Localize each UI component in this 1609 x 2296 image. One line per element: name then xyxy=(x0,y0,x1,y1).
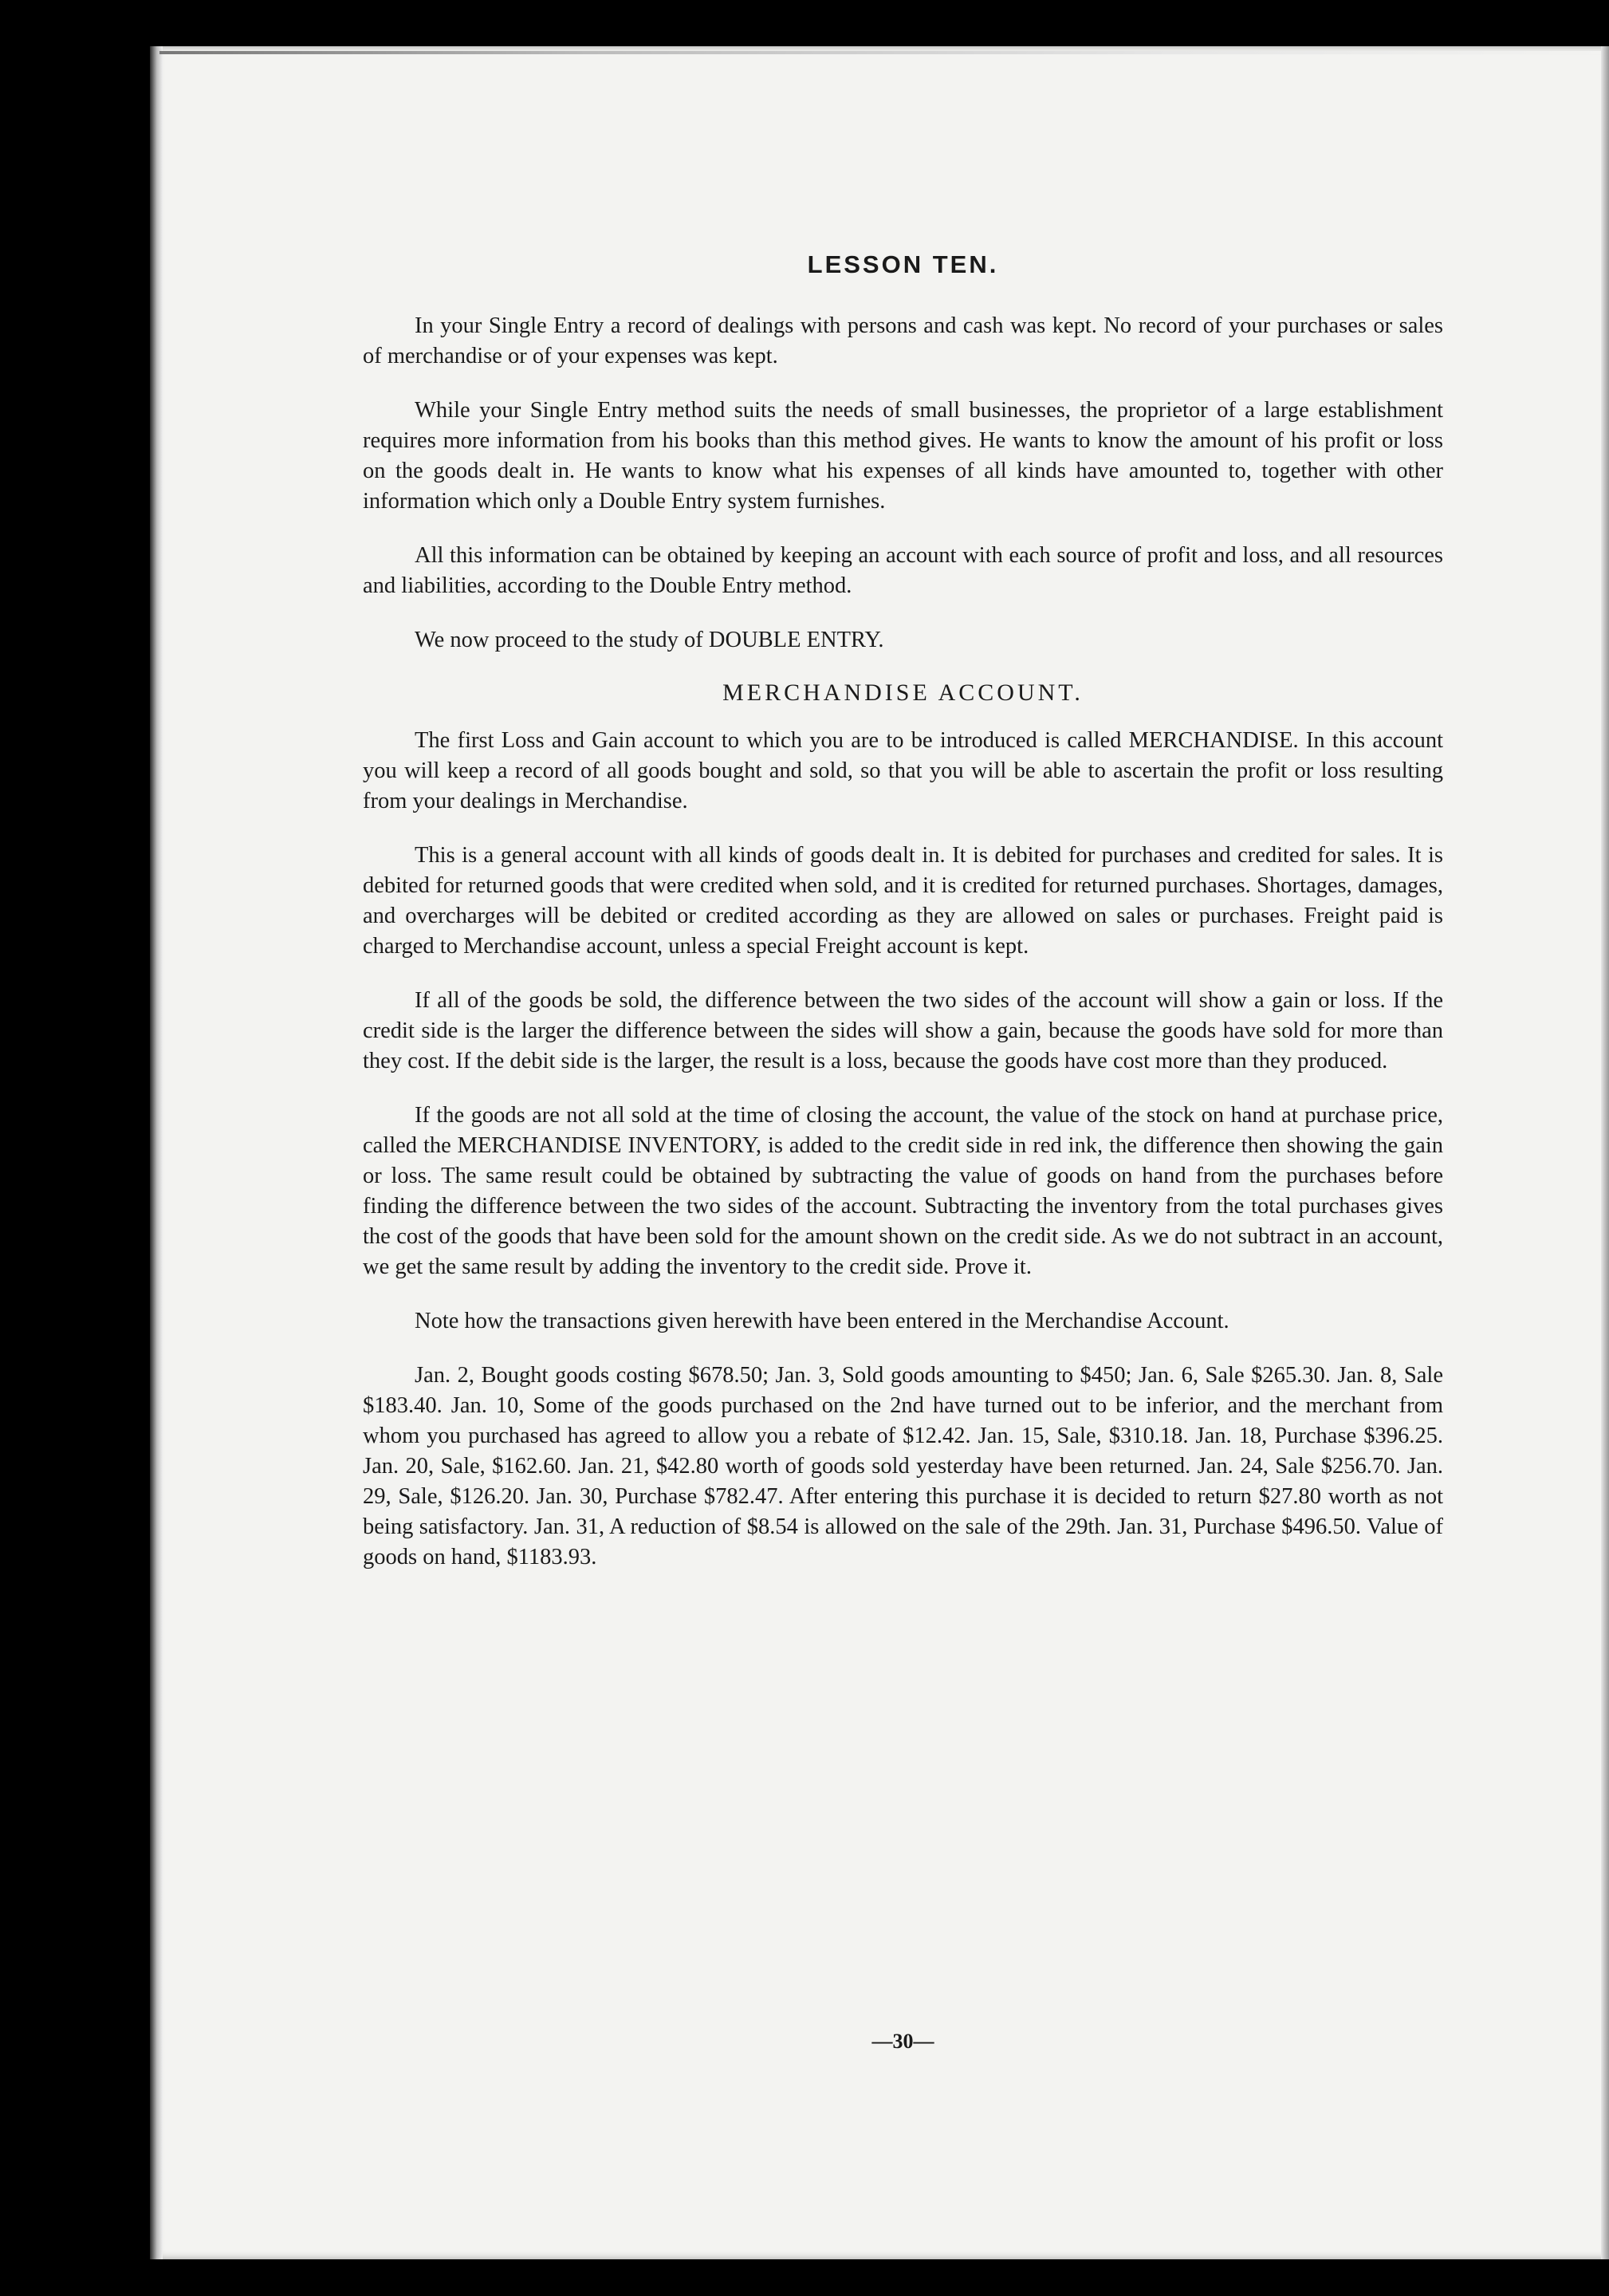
book-page xyxy=(150,46,1609,2259)
section-title: MERCHANDISE ACCOUNT. xyxy=(722,679,1084,706)
paragraph: This is a general account with all kinds of goods dealt in. It is debited for purchases and credited for sales. It is debited for returned goods that were credited when sold, and it is credited for returned purchases. Shortages, damages, and overcharges will be debited or credited according as they are allowed on sales or purchases. Freight paid is charged to Merchandise account, unless a special Freight account is kept. xyxy=(363,843,1443,959)
scan-background xyxy=(0,0,151,2296)
paragraph: Jan. 2, Bought goods costing $678.50; Jan. 3, Sold goods amounting to $450; Jan. 6, Sale $265.30. Jan. 8, Sale $183.40. Jan. 10, Some of the goods purchased on the 2nd have turned out to be inferior, and the merchant from whom you purchased has agreed to allow you a rebate of $12.42. Jan. 15, Sale, $310.18. Jan. 18, Purchase $396.25. Jan. 20, Sale, $162.60. Jan. 21, $42.80 worth of goods sold yesterday have been returned. Jan. 24, Sale $256.70. Jan. 29, Sale, $126.20. Jan. 30, Purchase $782.47. After entering this purchase it is decided to return $27.80 worth as not being satisfactory. Jan. 31, A reduction of $8.54 is allowed on the sale of the 29th. Jan. 31, Purchase $496.50. Value of goods on hand, $1183.93. xyxy=(363,1363,1443,1569)
paragraph: In your Single Entry a record of dealings with persons and cash was kept. No record of your purchases or sales of merchandise or of your expenses was kept. xyxy=(363,313,1443,368)
paragraph: The first Loss and Gain account to which you are to be introduced is called MERCHANDISE. In this account you will keep a record of all goods bought and sold, so that you will be able to ascertain the profit or loss resulting from your dealings in Merchandise. xyxy=(363,728,1443,813)
paragraph: We now proceed to the study of DOUBLE ENTRY. xyxy=(415,628,884,652)
lesson-title: LESSON TEN. xyxy=(807,250,999,278)
page-binding-shadow xyxy=(150,46,163,2259)
paragraph: While your Single Entry method suits the needs of small businesses, the proprietor of a large establishment requires more information from his books than this method gives. He wants to know the amount of his profit or loss on the goods dealt in. He wants to know what his expenses of all kinds have amounted to, together with other information which only a Double Entry system furnishes. xyxy=(363,398,1443,514)
paragraph: If the goods are not all sold at the time of closing the account, the value of the stock on hand at purchase price, called the MERCHANDISE INVENTORY, is added to the credit side in red ink, the difference then showing the gain or loss. The same result could be obtained by subtracting the value of goods on hand from the purchases before finding the difference between the two sides of the account. Subtracting the inventory from the total purchases gives the cost of the goods that have been sold for the amount shown on the credit side. As we do not subtract in an account, we get the same result by adding the inventory to the credit side. Prove it. xyxy=(363,1103,1443,1279)
page-right-edge xyxy=(1601,46,1609,2259)
paragraph: If all of the goods be sold, the difference between the two sides of the account will show a gain or loss. If the credit side is the larger the difference between the sides will show a gain, because the goods have sold for more than they cost. If the debit side is the larger, the result is a loss, because the goods have cost more than they produced. xyxy=(363,988,1443,1073)
page-content xyxy=(363,239,1443,2053)
paragraph: All this information can be obtained by keeping an account with each source of profit and loss, and all resources and liabilities, according to the Double Entry method. xyxy=(363,543,1443,598)
page-top-edge xyxy=(159,51,1603,54)
page-number: —30— xyxy=(871,2030,934,2053)
paragraph: Note how the transactions given herewith have been entered in the Merchandise Account. xyxy=(415,1309,1229,1333)
